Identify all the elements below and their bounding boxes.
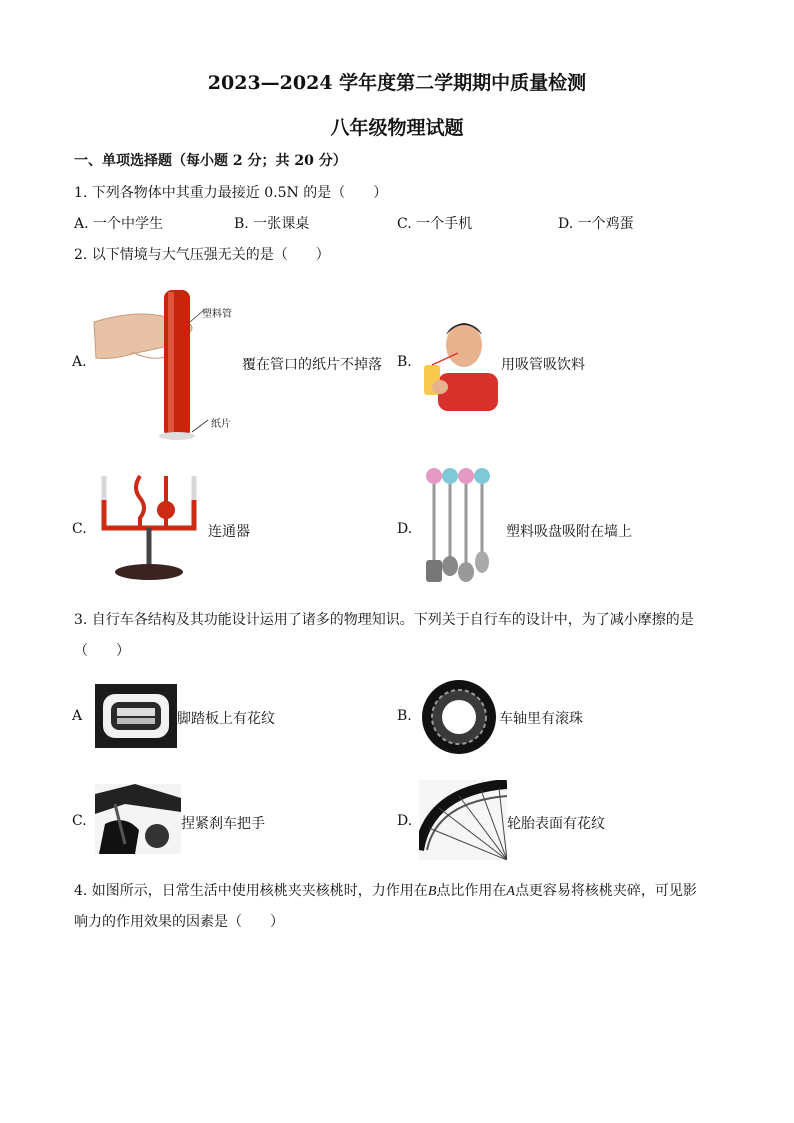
question-3-stem-line1: 3. 自行车各结构及其功能设计运用了诸多的物理知识。下列关于自行车的设计中，为了减小摩擦的是	[74, 612, 694, 628]
q3-option-a-text: 脚踏板上有花纹	[177, 711, 275, 727]
suction-cup-utensils-image	[420, 466, 500, 586]
q3-option-d-text: 轮胎表面有花纹	[507, 816, 605, 832]
q2-option-a-letter: A.	[72, 354, 87, 370]
question-4-stem-line1	[74, 880, 697, 900]
paper-label: 纸片	[211, 419, 231, 430]
brake-handle-image	[95, 784, 181, 854]
q1-option-b: B. 一张课桌	[234, 216, 310, 232]
q3-option-c-text: 捏紧刹车把手	[181, 816, 265, 832]
q2-option-c-text: 连通器	[208, 524, 250, 540]
tire-tread-image	[419, 780, 507, 860]
question-3-stem-line2: （ ）	[74, 643, 130, 659]
q2-option-d-text: 塑料吸盘吸附在墙上	[506, 524, 632, 540]
q2-option-b-letter: B.	[397, 354, 412, 370]
point-a: A	[506, 884, 515, 899]
ball-bearing-image	[420, 678, 498, 756]
q3-option-d-letter: D.	[397, 813, 413, 829]
q4-stem-part1: 4. 如图所示，日常生活中使用核桃夹夹核桃时，力作用在	[74, 883, 428, 899]
q3-option-a-letter: A	[72, 708, 83, 724]
exam-subtitle: 八年级物理试题	[330, 117, 464, 139]
q3-option-b-letter: B.	[397, 708, 412, 724]
section-heading: 一、单项选择题（每小题 2 分；共 20 分）	[74, 153, 347, 169]
tube-label: 塑料管	[202, 309, 232, 320]
question-4-stem-line2: 响力的作用效果的因素是（ ）	[74, 914, 284, 930]
q3-option-c-letter: C.	[72, 813, 87, 829]
connected-vessel-image	[96, 472, 202, 584]
q1-option-d: D. 一个鸡蛋	[558, 216, 634, 232]
q2-option-d-letter: D.	[397, 521, 413, 537]
q4-stem-part3: 点更容易将核桃夹碎，可见影	[514, 883, 697, 899]
q2-option-a-text: 覆在管口的纸片不掉落	[242, 357, 382, 373]
point-b: B	[427, 884, 437, 899]
q1-option-c: C. 一个手机	[397, 216, 473, 232]
pedal-image	[95, 684, 177, 748]
question-2-stem: 2. 以下情境与大气压强无关的是（ ）	[74, 247, 330, 263]
exam-title: 2023—2024 学年度第二学期期中质量检测	[207, 72, 587, 94]
q2-option-c-letter: C.	[72, 521, 87, 537]
question-1-stem: 1. 下列各物体中其重力最接近 0.5N 的是（ ）	[74, 185, 388, 201]
q1-option-a: A. 一个中学生	[74, 216, 164, 232]
q3-option-b-text: 车轴里有滚珠	[499, 711, 583, 727]
boy-drinking-image	[418, 315, 500, 411]
q4-stem-part2: 点比作用在	[436, 883, 507, 899]
q2-option-b-text: 用吸管吸饮料	[501, 357, 585, 373]
